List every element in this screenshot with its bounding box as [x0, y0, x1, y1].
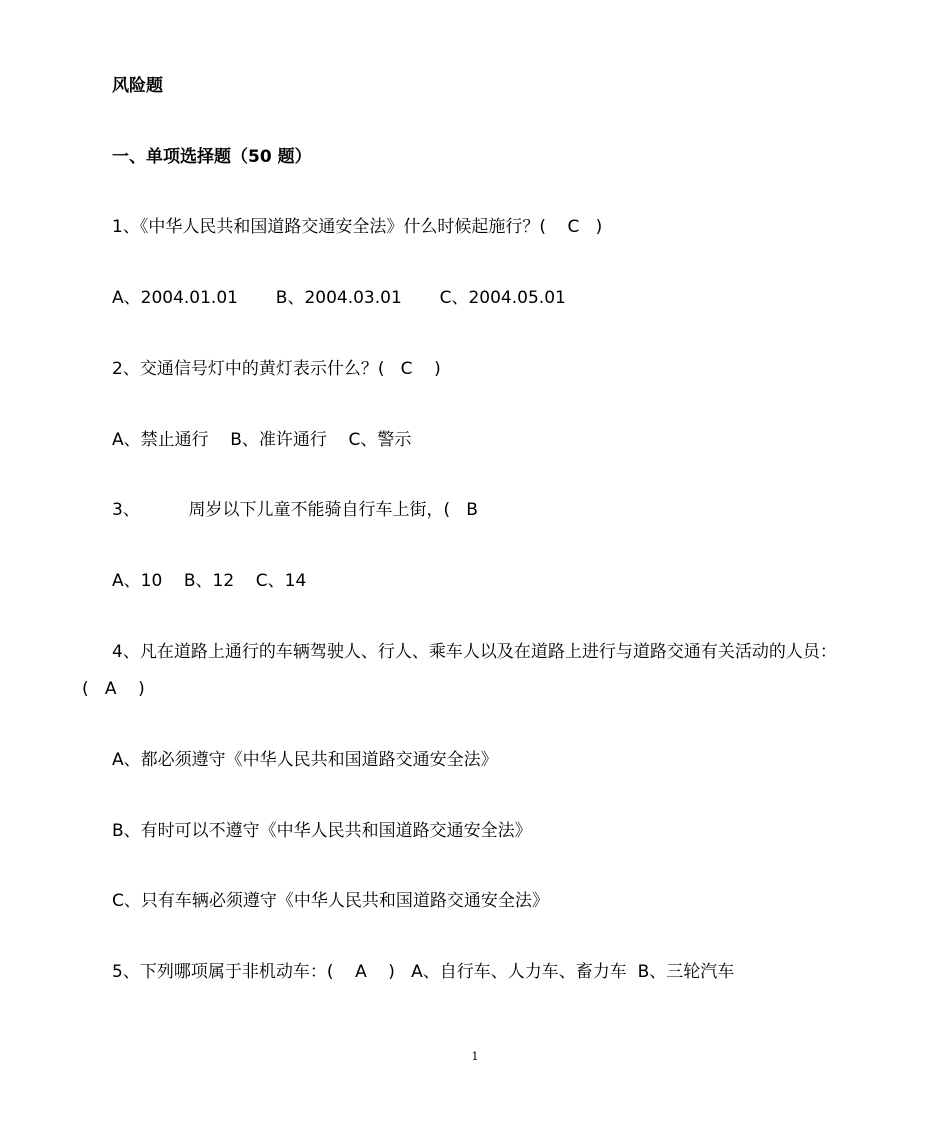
question-4-option-c: C、只有车辆必须遵守《中华人民共和国道路交通安全法》	[112, 891, 549, 911]
question-5: 5、下列哪项属于非机动车：( A ) A、自行车、人力车、畜力车 B、三轮汽车	[112, 962, 735, 982]
document-title: 风险题	[112, 76, 163, 96]
question-3-options: A、10 B、12 C、14	[112, 571, 307, 591]
page-number: 1	[471, 1050, 479, 1063]
question-4-option-a: A、都必须遵守《中华人民共和国道路交通安全法》	[112, 750, 498, 770]
question-1-options: A、2004.01.01 B、2004.03.01 C、2004.05.01	[112, 288, 566, 308]
question-4: 4、凡在道路上通行的车辆驾驶人、行人、乘车人以及在道路上进行与道路交通有关活动的人员：	[112, 642, 837, 662]
question-2: 2、交通信号灯中的黄灯表示什么？( C )	[112, 359, 441, 379]
section-heading: 一、单项选择题（50 题）	[112, 147, 312, 167]
question-2-options: A、禁止通行 B、准许通行 C、警示	[112, 430, 412, 450]
question-4-option-b: B、有时可以不遵守《中华人民共和国道路交通安全法》	[112, 821, 532, 841]
question-1: 1、《中华人民共和国道路交通安全法》什么时候起施行？( C )	[112, 217, 603, 237]
question-4-answer: ( A )	[82, 679, 145, 699]
question-3: 3、 周岁以下儿童不能骑自行车上街，( B	[112, 500, 478, 520]
